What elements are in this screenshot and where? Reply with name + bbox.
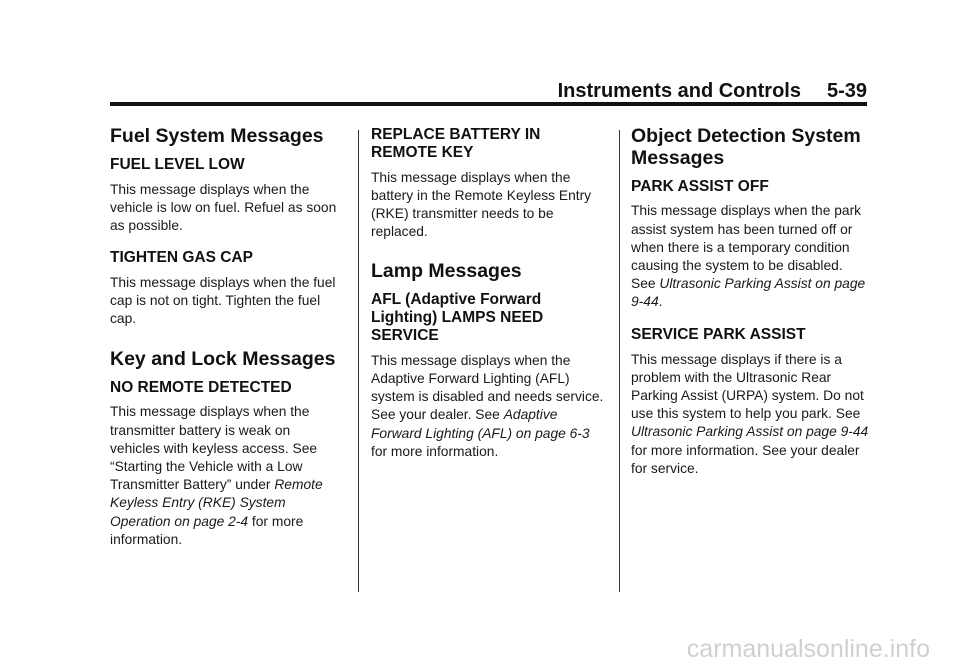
subheading-replace-battery: REPLACE BATTERY IN REMOTE KEY: [371, 126, 541, 161]
body-park-assist-off: This message displays when the park assist system has been turned off or when there is a temporary condition causing the system to be disabled. See Ultrasonic Parking Assist on page 9-44.: [631, 203, 866, 310]
section-heading-lamp: Lamp Messages: [371, 260, 522, 283]
reference-link-parking-assist-1[interactable]: Ultrasonic Parking Assist on page 9-44: [631, 276, 866, 310]
body-no-remote: This message displays when the transmitter battery is weak on vehicles with keyless access. See “Starting the Vehicle with a Low Transmitter Battery” under Remote Keyless Entry (RKE) System Operation on page 2-4 for more information.: [110, 404, 323, 547]
column-divider-1: [358, 130, 359, 592]
section-heading-object-detection: Object Detection System Messages: [631, 125, 861, 169]
subheading-park-assist-off: PARK ASSIST OFF: [631, 177, 769, 195]
body-fuel-level-low: This message displays when the vehicle is low on fuel. Refuel as soon as possible.: [110, 181, 337, 234]
subheading-afl: AFL (Adaptive Forward Lighting) LAMPS NEED SERVICE: [371, 291, 544, 344]
reference-link-rke[interactable]: Remote Keyless Entry (RKE) System Operation on page 2-4: [110, 477, 323, 529]
body-replace-battery: This message displays when the battery in the Remote Keyless Entry (RKE) transmitter needs to be replaced.: [371, 169, 592, 240]
column-divider-2: [619, 130, 620, 592]
reference-link-parking-assist-2[interactable]: Ultrasonic Parking Assist on page 9-44: [631, 424, 869, 440]
subheading-service-park-assist: SERVICE PARK ASSIST: [631, 325, 806, 343]
body-service-park-assist: This message displays if there is a problem with the Ultrasonic Rear Parking Assist (URPA) system. Do not use this system to help you park. See Ultrasonic Parking Assist on page 9-44 for more information. See your dealer for service.: [631, 351, 869, 476]
column-3: [631, 126, 871, 492]
column-2: [371, 126, 604, 475]
reference-link-afl[interactable]: Adaptive Forward Lighting (AFL) on page 6-3: [371, 407, 590, 441]
page-number: 5-39: [826, 80, 867, 102]
watermark: carmanualsonline.info: [686, 635, 930, 663]
subheading-fuel-level-low: FUEL LEVEL LOW: [110, 155, 245, 173]
body-afl: This message displays when the Adaptive Forward Lighting (AFL) system is disabled and needs service. See your dealer. See Adaptive Forward Lighting (AFL) on page 6-3 for more information.: [371, 352, 604, 459]
section-heading-fuel-system: Fuel System Messages: [110, 125, 324, 147]
subheading-no-remote: NO REMOTE DETECTED: [110, 378, 292, 396]
column-1: [110, 126, 338, 563]
subheading-tighten-gas-cap: TIGHTEN GAS CAP: [110, 249, 253, 267]
section-heading-key-lock: Key and Lock Messages: [110, 347, 336, 370]
header-title: Instruments and Controls: [557, 80, 801, 102]
page-header: [110, 80, 867, 103]
body-tighten-gas-cap: This message displays when the fuel cap is not on tight. Tighten the fuel cap.: [110, 275, 336, 327]
header-rule: [110, 102, 867, 106]
